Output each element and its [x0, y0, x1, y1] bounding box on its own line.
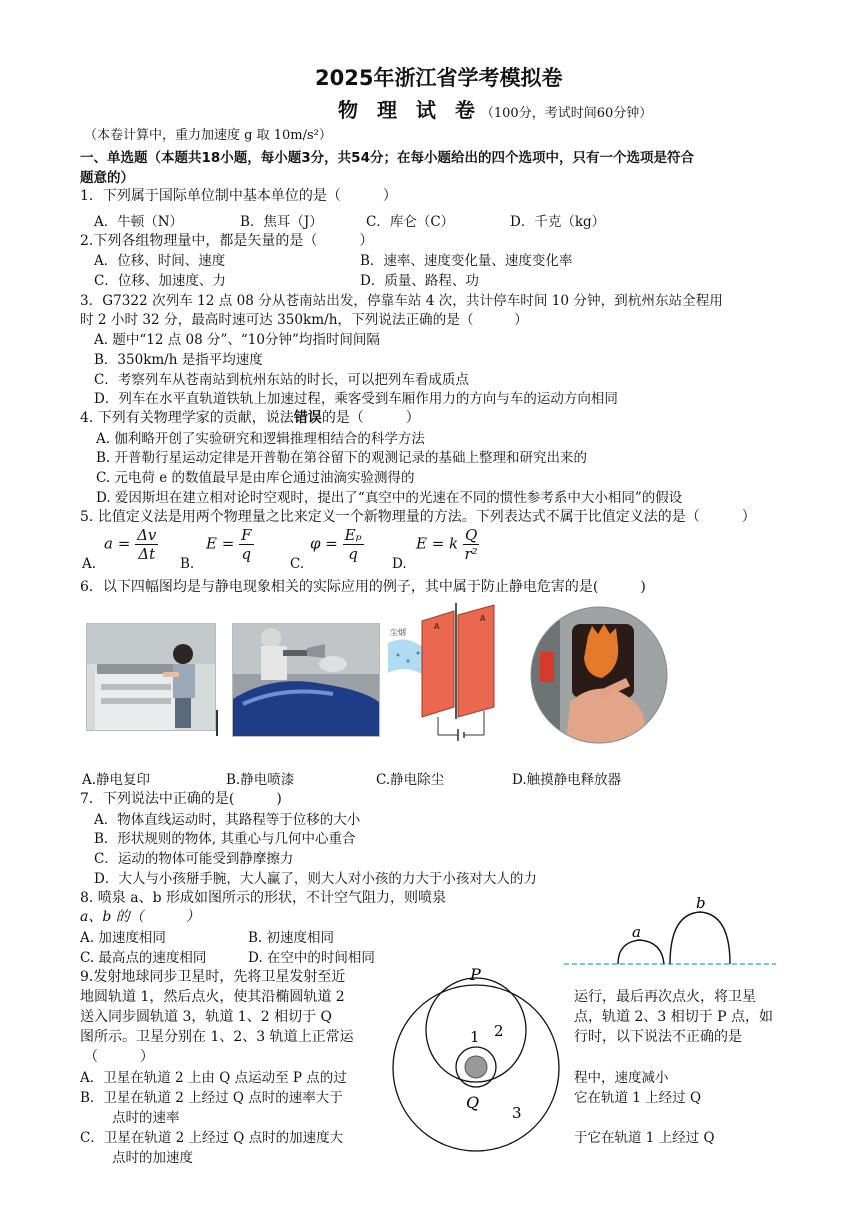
q1-option-c: C．库仑（C）: [366, 214, 455, 230]
q7-option-c: C．运动的物体可能受到静摩擦力: [94, 851, 294, 867]
q5-label-c: C.: [290, 556, 305, 572]
formula-lhs: E =: [206, 534, 235, 553]
q3-option-c: C．考察列车从苍南站到杭州东站的时长，可以把列车看成质点: [94, 372, 469, 388]
orbit-label-q: Q: [466, 1093, 480, 1112]
section-heading-cont: 题意的）: [80, 170, 134, 186]
q2-stem: 2.下列各组物理量中，都是矢量的是（ ）: [80, 233, 374, 249]
q8-option-b: B. 初速度相同: [248, 930, 335, 946]
q3-option-d: D．列车在水平直轨道铁轨上加速过程，乘客受到车厢作用力的方向与车的运动方向相同: [94, 391, 618, 407]
q5-label-d: D.: [392, 556, 407, 572]
q1-stem: 1．下列属于国际单位制中基本单位的是（ ）: [80, 188, 397, 204]
q9-option-a: A．卫星在轨道 2 上由 Q 点运动至 P 点的过: [80, 1070, 347, 1086]
q4-stem-post: 的是（ ）: [321, 410, 420, 426]
orbit-label-2: 2: [494, 1022, 504, 1040]
formula-lhs: a =: [104, 534, 131, 553]
q5-label-b: B.: [180, 556, 195, 572]
exam-duration-note: （100分，考试时间60分钟）: [480, 106, 653, 121]
fountain-label-a: a: [632, 923, 641, 941]
q8-option-a: A. 加速度相同: [80, 930, 166, 946]
q5-label-a: A.: [82, 556, 97, 572]
q9-stem-line4: 图所示。卫星分别在 1、2、3 轨道上正常运: [80, 1029, 354, 1045]
q4-option-a: A. 伽利略开创了实验研究和逻辑推理相结合的科学方法: [96, 431, 425, 447]
q5-formula-a: [104, 526, 158, 563]
section-heading: 一、单选题（本题共18小题，每小题3分，共54分；在每小题给出的四个选项中，只有一个选项是符合: [80, 150, 694, 166]
q4-stem: [80, 407, 420, 427]
formula-denominator: Δt: [138, 545, 156, 563]
q2-option-a: A．位移、时间、速度: [94, 253, 226, 269]
q3-stem-cont: 时 2 小时 32 分，最高时速可达 350km/h，下列说法正确的是（ ）: [80, 312, 528, 328]
q1-option-a: A．牛顿（N）: [94, 214, 184, 230]
q2-option-c: C．位移、加速度、力: [94, 273, 226, 289]
q8-option-c: C. 最高点的速度相同: [80, 950, 207, 966]
q9-stem-line1: 9.发射地球同步卫星时，先将卫星发射至近: [80, 969, 346, 985]
formula-numerator: Δv: [137, 526, 157, 544]
orbit-label-1: 1: [470, 1028, 480, 1046]
q7-option-a: A．物体直线运动时，其路程等于位移的大小: [94, 812, 361, 828]
exam-subtitle: 物 理 试 卷: [338, 98, 481, 122]
q9-stem-right1: 运行，最后再次点火，将卫星: [574, 989, 756, 1005]
q4-stem-bold: 错误: [293, 410, 322, 426]
q6-caption-a: A.静电复印: [82, 772, 151, 788]
q9-option-b: B．卫星在轨道 2 上经过 Q 点时的速率大于: [80, 1090, 343, 1106]
q9-stem-right3: 行时，以下说法不正确的是: [574, 1029, 742, 1045]
q9-option-a-cont: 程中，速度减小: [574, 1070, 669, 1086]
orbit-label-3: 3: [512, 1104, 522, 1122]
formula-numerator: Eₚ: [344, 526, 362, 544]
orbit-diagram: [390, 962, 562, 1182]
q3-option-b: B．350km/h 是指平均速度: [94, 352, 263, 368]
dust-label: 尘烟: [390, 628, 406, 637]
q9-option-b-cont: 它在轨道 1 上经过 Q: [574, 1090, 702, 1106]
exam-title: 2025年浙江省学考模拟卷: [315, 66, 563, 90]
q7-option-d: D．大人与小孩掰手腕，大人赢了，则大人对小孩的力大于小孩对大人的力: [94, 871, 537, 887]
q5-formula-c: [310, 526, 364, 563]
photo-electrostatic-copier: [86, 623, 216, 731]
q9-stem-line3: 送入同步圆轨道 3，轨道 1、2 相切于 Q: [80, 1009, 332, 1025]
gravity-note: （本卷计算中，重力加速度 g 取 10m/s²）: [84, 128, 332, 143]
q9-option-b-wrap: 点时的速率: [112, 1110, 180, 1126]
formula-numerator: F: [241, 526, 252, 544]
q3-option-a: A. 题中“12 点 08 分”、“10分钟”均指时间间隔: [94, 332, 380, 348]
formula-denominator: r²: [464, 545, 478, 563]
q6-caption-c: C.静电除尘: [376, 772, 445, 788]
q7-stem: 7．下列说法中正确的是( ): [80, 791, 282, 807]
q6-caption-b: B.静电喷漆: [226, 772, 295, 788]
formula-numerator: Q: [464, 526, 478, 544]
q8-stem-cont: a、b 的（ ）: [80, 909, 200, 925]
photo-static-discharger: [530, 606, 668, 744]
q2-option-b: B．速率、速度变化量、速度变化率: [360, 253, 573, 269]
q8-option-d: D. 在空中的时间相同: [248, 950, 375, 966]
q5-stem: 5. 比值定义法是用两个物理量之比来定义一个新物理量的方法。下列表达式不属于比值定义法的是（ ）: [80, 509, 756, 525]
q4-option-b: B. 开普勒行星运动定律是开普勒在第谷留下的观测记录的基础上整理和研究出来的: [96, 450, 588, 466]
diagram-electrostatic-dust-removal: [384, 603, 512, 743]
q9-stem-line5: （ ）: [84, 1049, 154, 1065]
q8-stem: 8. 喷泉 a、b 形成如图所示的形状，不计空气阻力，则喷泉: [80, 890, 447, 906]
fountain-label-b: b: [696, 894, 706, 912]
q1-option-d: D．千克（kg）: [510, 214, 606, 230]
q5-formula-b: [206, 526, 254, 563]
plate-label-right: A: [480, 614, 486, 623]
q6-caption-d: D.触摸静电释放器: [512, 772, 622, 788]
q3-stem: 3．G7322 次列车 12 点 08 分从苍南站出发，停靠车站 4 次，共计停车时间 10 分钟，到杭州东站全程用: [80, 293, 723, 309]
q6-stem: 6．以下四幅图均是与静电现象相关的实际应用的例子，其中属于防止静电危害的是( ): [80, 579, 646, 595]
q9-option-c: C．卫星在轨道 2 上经过 Q 点时的加速度大: [80, 1130, 344, 1146]
q9-stem-right2: 点，轨道 2、3 相切于 P 点，如: [574, 1009, 774, 1025]
q1-option-b: B．焦耳（J）: [240, 214, 323, 230]
plate-label-left: A: [434, 622, 440, 631]
orbit-label-p: P: [470, 965, 481, 984]
q5-formula-d: [416, 526, 479, 563]
photo-divider: [216, 710, 218, 736]
q4-option-d: D. 爱因斯坦在建立相对论时空观时，提出了“真空中的光速在不同的惯性参考系中大小相同”的假设: [96, 490, 683, 506]
q9-stem-line2: 地圆轨道 1，然后点火，使其沿椭圆轨道 2: [80, 989, 345, 1005]
formula-lhs: E = k: [416, 534, 459, 553]
q2-option-d: D．质量、路程、功: [360, 273, 479, 289]
q4-option-c: C. 元电荷 e 的数值最早是由库仑通过油滴实验测得的: [96, 470, 415, 486]
fountain-diagram: [560, 892, 780, 972]
q9-option-c-cont: 于它在轨道 1 上经过 Q: [574, 1130, 715, 1146]
q9-option-c-wrap: 点时的加速度: [112, 1150, 193, 1166]
q7-option-b: B．形状规则的物体, 其重心与几何中心重合: [94, 831, 356, 847]
formula-denominator: q: [241, 545, 252, 563]
formula-lhs: φ =: [310, 534, 338, 553]
q4-stem-pre: 4. 下列有关物理学家的贡献，说法: [80, 410, 294, 426]
formula-denominator: q: [348, 545, 358, 563]
photo-electrostatic-spray: [232, 623, 380, 737]
exam-subtitle-row: [338, 94, 652, 123]
